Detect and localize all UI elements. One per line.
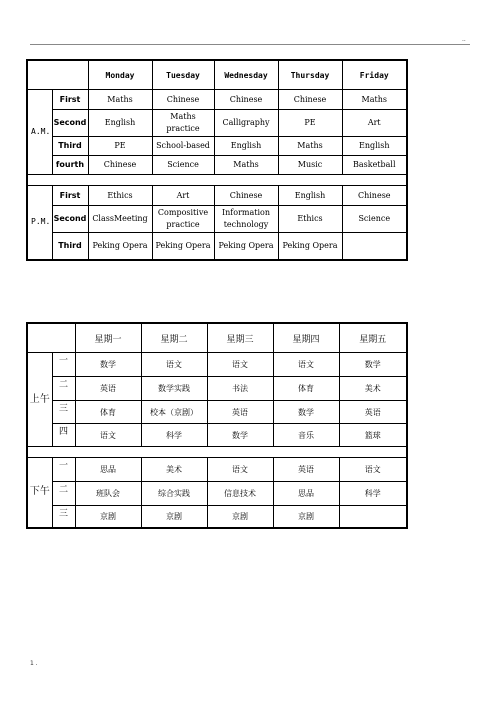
subject-cell: Ethics [278, 206, 342, 233]
period-label: Third [52, 137, 88, 156]
day-header: Tuesday [152, 60, 214, 90]
subject-cell: 篮球 [339, 424, 407, 447]
subject-cell: English [278, 186, 342, 206]
subject-cell: 书法 [207, 377, 273, 401]
subject-cell: 语文 [141, 353, 207, 377]
subject-cell: 语文 [75, 424, 141, 447]
subject-cell: 思品 [75, 458, 141, 482]
table-row [27, 90, 407, 110]
period-label: 四 [52, 424, 75, 447]
subject-cell: Art [342, 110, 407, 137]
footer-mark: 1 . [30, 660, 38, 667]
subject-cell: 数学 [273, 401, 339, 424]
pm-label: P.M. [27, 186, 52, 260]
subject-cell: Music [278, 156, 342, 175]
day-header: 星期四 [273, 323, 339, 353]
subject-cell: 音乐 [273, 424, 339, 447]
subject-cell: Science [152, 156, 214, 175]
subject-cell: English [214, 137, 278, 156]
subject-cell: Art [152, 186, 214, 206]
subject-cell: PE [278, 110, 342, 137]
period-label: 三 [52, 401, 75, 424]
subject-cell: 信息技术 [207, 482, 273, 506]
subject-cell: 体育 [75, 401, 141, 424]
subject-cell: Peking Opera [88, 233, 152, 260]
header-rule [30, 44, 470, 45]
subject-cell: 京剧 [207, 506, 273, 528]
subject-cell: 思品 [273, 482, 339, 506]
subject-cell: 京剧 [273, 506, 339, 528]
subject-cell: Maths [342, 90, 407, 110]
day-header: 星期五 [339, 323, 407, 353]
gap-row [27, 175, 407, 186]
subject-cell: Compositive practice [152, 206, 214, 233]
subject-cell [342, 233, 407, 260]
day-header: Wednesday [214, 60, 278, 90]
subject-cell: 语文 [339, 458, 407, 482]
table-row [27, 424, 407, 447]
subject-cell: Maths [214, 156, 278, 175]
header-row [27, 60, 407, 90]
subject-cell: English [88, 110, 152, 137]
subject-cell: Maths [88, 90, 152, 110]
subject-cell: Chinese [214, 186, 278, 206]
subject-cell: PE [88, 137, 152, 156]
day-header: 星期二 [141, 323, 207, 353]
table-row [27, 377, 407, 401]
subject-cell: Science [342, 206, 407, 233]
table-row [27, 353, 407, 377]
day-header: Friday [342, 60, 407, 90]
period-label: Second [52, 110, 88, 137]
day-header: 星期三 [207, 323, 273, 353]
day-header: Thursday [278, 60, 342, 90]
table-row [27, 506, 407, 528]
subject-cell: 数学 [75, 353, 141, 377]
period-label: 三 [52, 506, 75, 528]
subject-cell: 英语 [207, 401, 273, 424]
table-row [27, 186, 407, 206]
subject-cell: 数学 [339, 353, 407, 377]
subject-cell: Calligraphy [214, 110, 278, 137]
subject-cell: Chinese [214, 90, 278, 110]
subject-cell: Chinese [88, 156, 152, 175]
subject-cell: ClassMeeting [88, 206, 152, 233]
subject-cell: 数学实践 [141, 377, 207, 401]
subject-cell: Ethics [88, 186, 152, 206]
table-row [27, 482, 407, 506]
period-label: 一 [52, 458, 75, 482]
period-label: 二 [52, 377, 75, 401]
subject-cell: 数学 [207, 424, 273, 447]
subject-cell: 美术 [339, 377, 407, 401]
am-label: 上午 [27, 353, 52, 447]
subject-cell: Peking Opera [152, 233, 214, 260]
table-row [27, 401, 407, 424]
subject-cell: 英语 [75, 377, 141, 401]
subject-cell: Maths practice [152, 110, 214, 137]
subject-cell: Peking Opera [214, 233, 278, 260]
subject-cell: Basketball [342, 156, 407, 175]
header-row [27, 323, 407, 353]
gap-row [27, 447, 407, 458]
table-row [27, 137, 407, 156]
subject-cell: 美术 [141, 458, 207, 482]
subject-cell: 班队会 [75, 482, 141, 506]
subject-cell: Peking Opera [278, 233, 342, 260]
subject-cell: 校本（京剧） [141, 401, 207, 424]
subject-cell: 英语 [273, 458, 339, 482]
period-label: First [52, 90, 88, 110]
subject-cell: 语文 [207, 353, 273, 377]
subject-cell: Chinese [342, 186, 407, 206]
subject-cell: 语文 [207, 458, 273, 482]
subject-cell: Chinese [152, 90, 214, 110]
am-label: A.M. [27, 90, 52, 175]
subject-cell: 综合实践 [141, 482, 207, 506]
subject-cell: 体育 [273, 377, 339, 401]
table-row [27, 110, 407, 137]
subject-cell: School-based [152, 137, 214, 156]
subject-cell: 京剧 [141, 506, 207, 528]
corner-cell [27, 323, 75, 353]
subject-cell: Maths [278, 137, 342, 156]
period-label: Second [52, 206, 88, 233]
period-label: First [52, 186, 88, 206]
day-header: 星期一 [75, 323, 141, 353]
chinese-timetable [26, 322, 408, 529]
subject-cell: 科学 [141, 424, 207, 447]
header-mark: .. [462, 36, 466, 43]
period-label: 一 [52, 353, 75, 377]
table-row [27, 156, 407, 175]
period-label: 二 [52, 482, 75, 506]
subject-cell: 英语 [339, 401, 407, 424]
subject-cell: 京剧 [75, 506, 141, 528]
table-row [27, 233, 407, 260]
subject-cell: 科学 [339, 482, 407, 506]
english-timetable [26, 59, 408, 261]
subject-cell: English [342, 137, 407, 156]
subject-cell: 语文 [273, 353, 339, 377]
period-label: Third [52, 233, 88, 260]
table-row [27, 458, 407, 482]
pm-label: 下午 [27, 458, 52, 528]
subject-cell: Information technology [214, 206, 278, 233]
corner-cell [27, 60, 88, 90]
day-header: Monday [88, 60, 152, 90]
period-label: fourth [52, 156, 88, 175]
subject-cell: Chinese [278, 90, 342, 110]
table-row [27, 206, 407, 233]
subject-cell [339, 506, 407, 528]
